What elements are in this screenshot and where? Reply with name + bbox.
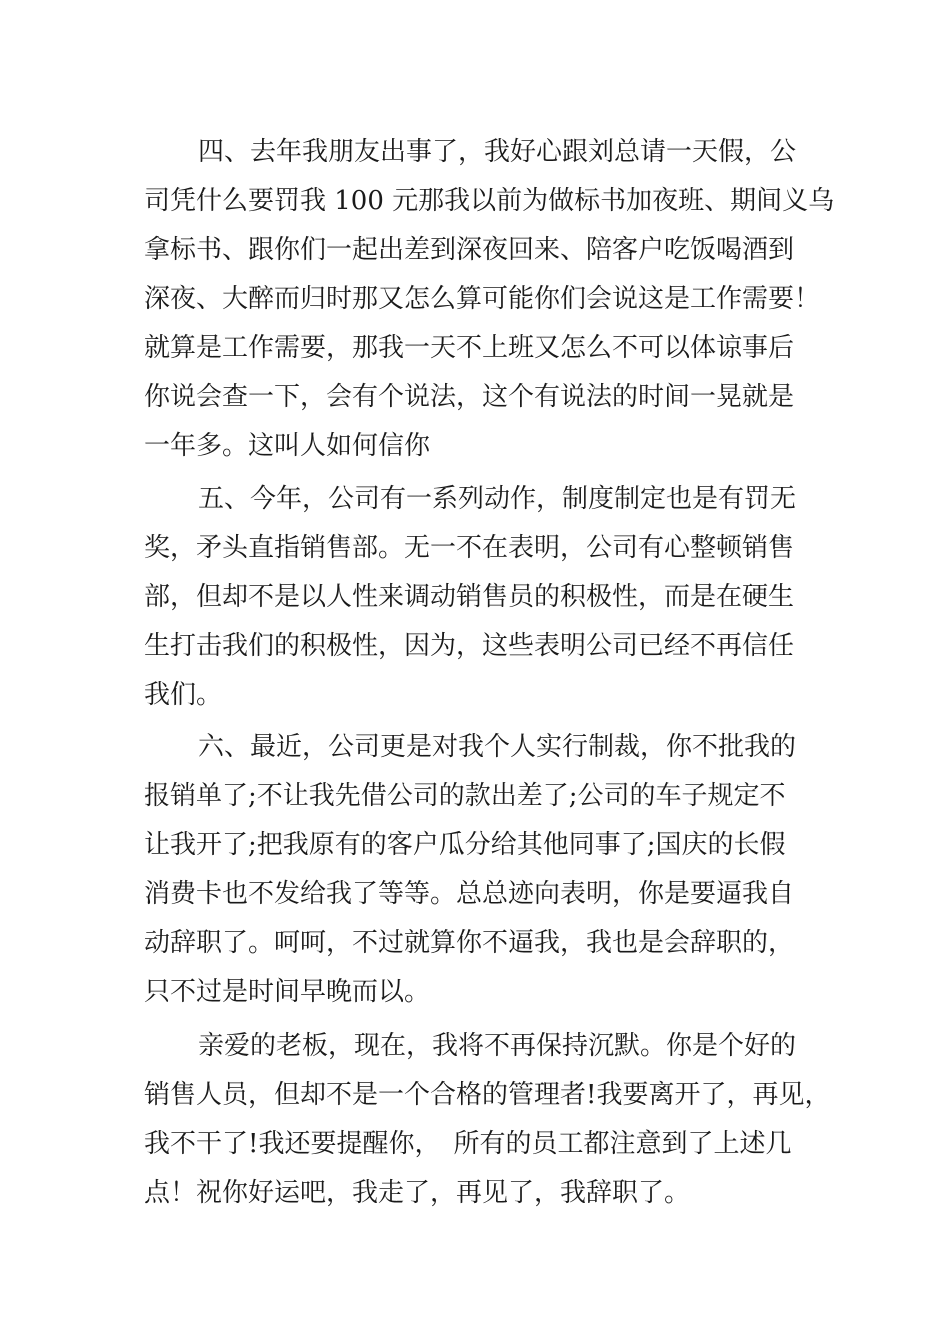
text-line: 一年多。这叫人如何信你 [144, 431, 431, 461]
text-line: 消费卡也不发给我了等等。总总迹向表明，你是要逼我自 [144, 879, 795, 909]
text-line: 部，但却不是以人性来调动销售员的积极性，而是在硬生 [144, 582, 795, 612]
text-line: 让我开了;把我原有的客户瓜分给其他同事了;国庆的长假 [144, 830, 786, 860]
text-line: 报销单了;不让我先借公司的款出差了;公司的车子规定不 [144, 781, 786, 811]
text-line: 我们。 [144, 680, 223, 710]
text-line: 亲爱的老板，现在，我将不再保持沉默。你是个好的 [198, 1031, 797, 1061]
text-line: 生打击我们的积极性，因为，这些表明公司已经不再信任 [144, 631, 795, 661]
text-line: 销售人员，但却不是一个合格的管理者!我要离开了，再见， [144, 1080, 831, 1110]
text-line: 司凭什么要罚我 100 元那我以前为做标书加夜班、期间义乌 [144, 186, 835, 216]
paragraph-four [144, 128, 835, 471]
text-line: 五、今年，公司有一系列动作，制度制定也是有罚无 [198, 484, 797, 514]
text-line: 奖，矛头直指销售部。无一不在表明，公司有心整顿销售 [144, 533, 795, 563]
text-line: 点！祝你好运吧，我走了，再见了，我辞职了。 [144, 1178, 691, 1208]
paragraph-closing [144, 1022, 831, 1218]
text-line: 你说会查一下，会有个说法，这个有说法的时间一晃就是 [144, 382, 795, 412]
paragraph-five [144, 475, 814, 720]
paragraph-six [144, 723, 814, 1017]
text-line: 拿标书、跟你们一起出差到深夜回来、陪客户吃饭喝酒到 [144, 235, 795, 265]
text-line: 六、最近，公司更是对我个人实行制裁，你不批我的 [198, 732, 797, 762]
text-line: 只不过是时间早晚而以。 [144, 977, 431, 1007]
text-line: 就算是工作需要，那我一天不上班又怎么不可以体谅事后 [144, 333, 795, 363]
text-line: 动辞职了。呵呵，不过就算你不逼我，我也是会辞职的， [144, 928, 795, 958]
text-line: 深夜、大醉而归时那又怎么算可能你们会说这是工作需要！ [144, 284, 821, 314]
text-line: 四、去年我朋友出事了，我好心跟刘总请一天假，公 [198, 137, 797, 167]
text-line: 我不干了!我还要提醒你， 所有的员工都注意到了上述几 [144, 1129, 792, 1159]
